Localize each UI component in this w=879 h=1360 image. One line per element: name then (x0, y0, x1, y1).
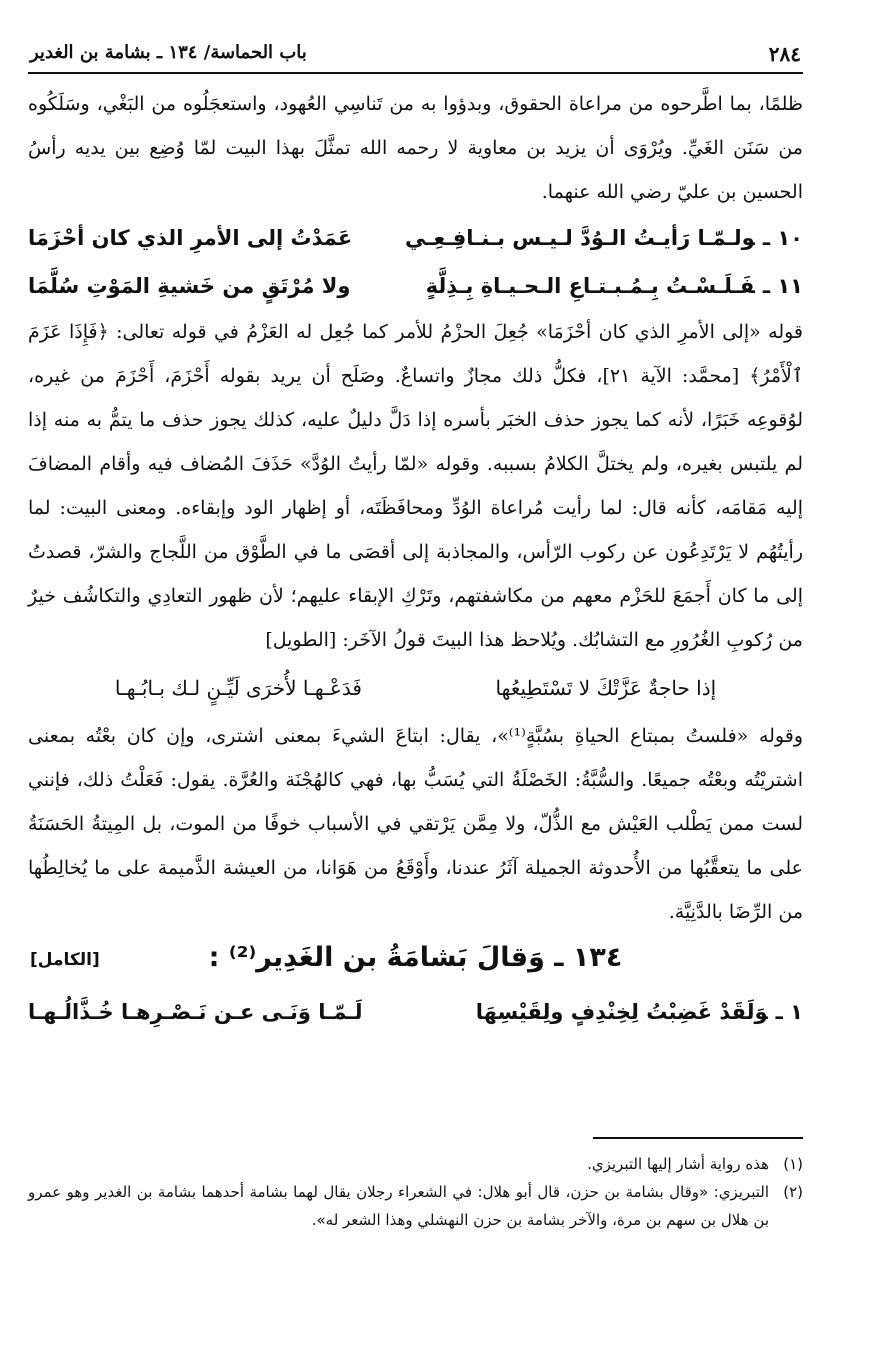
verse-11-second-hemistich: ولا مُرْتَقٍ من خَشيةِ المَوْتِ سُلَّمَا (28, 274, 351, 298)
verse-10-first-hemistich (405, 226, 803, 250)
quoted-verse-second-hemistich: فَدَعْـهـا لأُخرَى لَيِّـنٍ لـك بـابُـهـا (114, 676, 362, 700)
page-number: ٢٨٤ (768, 42, 801, 66)
verse-11-first-hemistich (426, 274, 803, 298)
chapter-title: باب الحماسة/ ١٣٤ ـ بشامة بن الغدير (30, 42, 307, 63)
quoted-verse-first-hemistich: إذا حاجةٌ عَزَّتْكَ لا تَسْتَطِيعُها (495, 676, 717, 700)
quoted-verse (28, 662, 803, 714)
poem-verse-1-second-hemistich: لَـمّـا وَنَـى عـن نَـصْـرِهـا خُـذَّالُـهـا (28, 1000, 363, 1024)
book-page (28, 34, 803, 1324)
commentary-paragraph-2: وقوله «فلستُ بمبتاع الحياةِ بسُبَّةٍ⁽¹⁾»، يقال: ابتاعَ الشيءَ بمعنى اشترى، وإن كان بعْتُه بمعنى اشتريْتُه وبعْتُه جميعًا. والسُّبَّةُ: الخَصْلَةُ التي يُسَبُّ بها، فهي كالهُجْنَة والعُرَّة. يقول: فَعَلْتُ ذلك، فإنني لست ممن يَطْلب العَيْش مع الذُّلّ، ولا مِمَّن يَرْتقي في الأسباب خوفًا من الموت، بل المِيتةُ الحَسَنَةُ على ما يتعقَّبُها من الأُحدوثة الجميلة آثَرُ عندنا، وأَوْقَعُ من هَوَانا، من العيشة الذَّميمة على ما يُخالِطُها من الرِّضَا بالدَّنِيَّة. (28, 725, 803, 923)
footnote-1-text: هذه رواية أشار إليها التبريزي. (587, 1155, 769, 1173)
verse-11-first-text: فَـلَـسْـتُ بِـمُـبـتـاعِ الـحـيـاةِ بِـذِلَّةٍ (425, 274, 755, 298)
verse-11 (28, 262, 803, 310)
verse-10-second-hemistich: عَمَدْتُ إلى الأمرِ الذي كان أحْزَمَا (28, 226, 353, 250)
verse-10-first-text: ولـمّـا رَأيـتُ الـوُدَّ لـيـس بـنـافِـعِـي (405, 226, 755, 250)
running-header (28, 34, 803, 74)
commentary-paragraph-1: قوله «إلى الأمرِ الذي كان أحْزَمَا» جُعِلَ الحزْمُ للأمر كما جُعِل له العَزْمُ في قوله تعالى: ﴿فَإِذَا عَزَمَ ٱلْأَمْرُ﴾ [محمَّد: الآية ٢١]، فكلُّ ذلك مجازٌ واتساعٌ. وصَلَح أن يريد بقوله أَحْزَمَ، أَحْزَمَ من غيره، لوُقوعِه خَبَرًا، لأنه كما يجوز حذف الخبَر بأسره إذا دَلَّ دليلٌ عليه، كذلك يجوز حذف ما يتمُّ به منه إذا لم يلتبس بغيره، ولم يختلَّ الكلامُ بسببه. وقوله «لمّا رأيتُ الوُدَّ» حَذَفَ المُضاف فيه وأقام المضافَ إليه مَقامَه، كأنه قال: لما رأيت مُراعاة الوُدِّ ومحافَظَتَه، أو إظهار الود وإبقاءه. ومعنى البيت: لما رأيتُهُم لا يَرْتَدِعُون عن ركوب الرّأس، والمجاذبة إلى أقصَى ما في الطَّوْق من اللَّجاج والشرّ، قصدتُ إلى ما كان أَجمَعَ للحَزْم معهم من مكاشفتهم، وتَرْكِ الإبقاء عليهم؛ لأن ظهور التعادِي والتكاشُف خيرٌ من رُكوبِ الغُرُورِ مع التشابُك. ويُلاحظ هذا البيتَ قولُ الآخَر: [الطويل] (28, 321, 804, 651)
footnote-1-mark: (١) (783, 1155, 803, 1173)
poem-verse-1-first-hemistich (476, 1000, 803, 1024)
poem-verse-1-number: ١ ـ (775, 1000, 803, 1024)
footnote-2 (28, 1178, 803, 1234)
verse-11-number: ١١ ـ (762, 274, 803, 298)
footnote-1 (28, 1150, 803, 1178)
verse-10 (28, 214, 803, 262)
footnote-2-mark: (٢) (783, 1183, 803, 1201)
meter-label: [الكامل] (30, 950, 100, 970)
poem-verse-1-first-text: وَلَقَدْ غَضِبْتُ لِخِنْدِفٍ ولِقَيْسِهَا (475, 1000, 768, 1024)
poem-heading (28, 936, 803, 988)
footnote-2-text: التبريزي: «وقال بشامة بن حزن، قال أبو هلال: في الشعراء رجلان يقال لهما بشامة أحدهما بشامة بن الغدير وهو عمرو بن هلال بن سهم بن مرة، والآخر بشامة بن حزن النهشلي وهذا الشعر له». (28, 1183, 769, 1229)
poem-title: ١٣٤ ـ وَقالَ بَشامَةُ بن الغَدِير⁽²⁾ : (208, 942, 623, 973)
footnotes (28, 1150, 803, 1234)
verse-10-number: ١٠ ـ (762, 226, 803, 250)
poem-verse-1 (28, 988, 803, 1036)
intro-paragraph: ظلمًا، بما اطَّرحوه من مراعاة الحقوق، وبدؤوا به من تَناسِي العُهود، واستعجَلُوه من البَغْي، وسَلَكُوه من سَنَن الغَيِّ. ويُرْوَى أن يزيد بن معاوية لا رحمه الله تمثَّلَ بهذا البيت لمّا وُضِع بين يديه رأسُ الحسين بن عليّ رضي الله عنهما. (28, 93, 803, 203)
footnote-divider (593, 1137, 803, 1139)
